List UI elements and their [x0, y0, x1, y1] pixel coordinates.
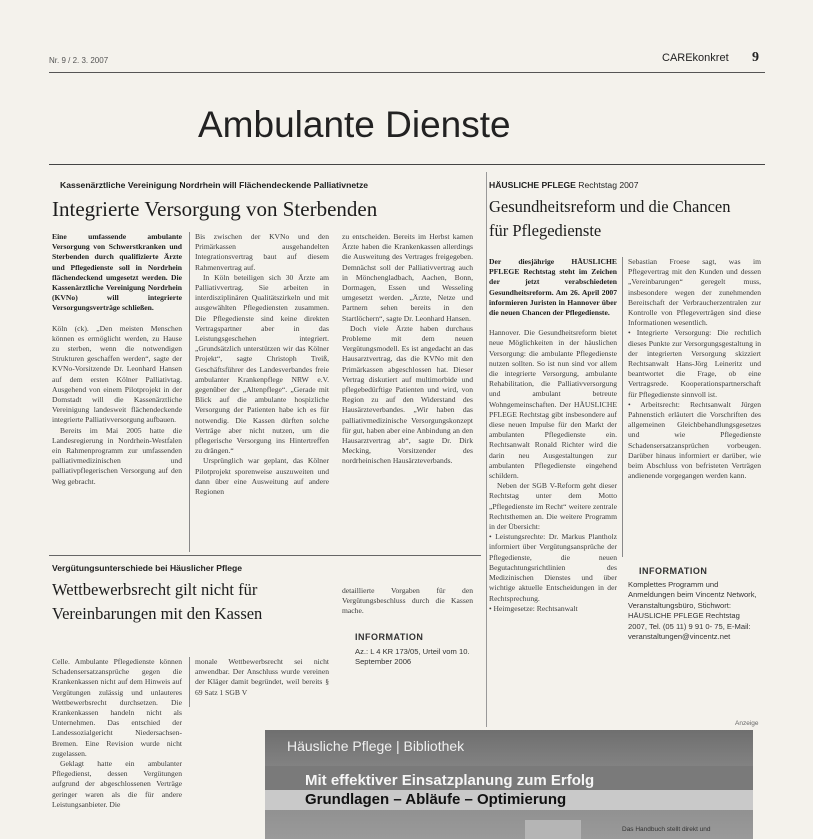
article2-kicker-brand: HÄUSLICHE PFLEGE [489, 180, 576, 190]
article-divider [486, 172, 487, 727]
article3-column-3 [342, 586, 473, 626]
section-title: Ambulante Dienste [198, 104, 511, 145]
article2-column-1 [489, 257, 617, 722]
book-cover-image [525, 820, 581, 839]
article1-paragraph: In Köln beteiligen sich 30 Ärzte am Palliativvertrag. Sie arbeiten in interdisziplinären Qualitätszirkeln und mit ausgewählten Pflegediensten zusammen. Die Pflegedienste sind keine direkten Vertragspartner aber in das Leistungsgeschehen integriert. „Grundsätzlich unterstützen wir das Kölner Projekt“, sagte Christoph Treiß, Geschäftsführer des Landesverbandes freie ambulanter Krankenpflege NRW e.V. gegenüber der „Altenpflege“. „Gerade mit Blick auf die ambulante hospizliche Versorgung der Patienten habe ich es für notwendig. Die Kassen dürften solche Verträge aber nicht nutzen, um die pflegerische Versorgung ins Hintertreffen zu drängen.“ [195, 272, 329, 456]
article2-list-item: • Leistungsrechte: Dr. Markus Plantholz informiert über Vergütungsansprüche der Pflegedienste, die neuen Begutachtungsrichtlinien des Medizinischen Dienstes und über wichtige aktuelle Entscheidungen in der Rechtsprechung. [489, 532, 617, 603]
ad-brand: Häusliche Pflege | Bibliothek [287, 738, 465, 754]
article3-paragraph: monale Wettbewerbsrecht sei nicht anwendbar. Der Anschluss wurde vereinen der Kläger damit begründet, weil bereits § 69 Satz 1 SGB V [195, 657, 329, 697]
article2-paragraph: Hannover. Die Gesundheitsreform bietet neue Möglichkeiten in der häuslichen Versorgung: die ambulante Pflegedienste nutzen sollten. So ist nun sind vor allem die integrierte Versorgung, ambulante Rehabilitation, die Palliativversorgung und ambulant betreute Wohngemeinschaften. Der HÄUSLICHE PFLEGE Rechtstag gibt insbesondere auf diese neuen Impulse für den Markt der ambulanten Pflegedienste ein. Rechtsanwalt Ronald Richter wird die darin neu Ausgestaltungen zur ambulanten Pflegedienste eingehend schildern. [489, 328, 617, 481]
article2-info-text: Komplettes Programm und Anmeldungen beim Vincentz Network, Veranstaltungsbüro, Stichwort: HÄUSLICHE PFLEGE Rechtstag 2007, Tel. (05 11) 9 91 0- 75, E-Mail: veranstaltungen@vincentz.net [628, 580, 757, 642]
article1-paragraph: Bis zwischen der KVNo und den Primärkassen ausgehandelten Integrationsvertrag baut auf diesem Rahmenvertrag auf. [195, 232, 329, 272]
article1-kicker: Kassenärztliche Vereinigung Nordrhein will Flächendeckende Palliativnetze [60, 180, 369, 190]
header-rule [49, 72, 765, 73]
article1-paragraph: Bereits im Mai 2005 hatte die Landesregierung in Nordrhein-Westfalen ein Rahmenprogramm zur umfassenden palliativmedizinischen und palliativpflegerischen Versorgung auf den Weg gebracht. [52, 425, 182, 486]
article2-info-heading: INFORMATION [639, 566, 708, 576]
book-advertisement[interactable] [265, 730, 753, 839]
article1-paragraph: Ursprünglich war geplant, das Kölner Pilotprojekt sporenweise auszuweiten und dann über eine Ausweitung auf andere Regionen [195, 456, 329, 497]
article2-column-2 [628, 257, 761, 557]
publication-name: CAREkonkret [662, 52, 729, 64]
article2-headline: Gesundheitsreform und die Chancen für Pflegedienste [489, 197, 731, 240]
article2-list-item: • Heimgesetze: Rechtsanwalt [489, 603, 578, 613]
ad-caption: Das Handbuch stellt direkt und [622, 826, 711, 833]
article3-column-2 [195, 657, 329, 717]
article2-paragraph: Neben der SGB V-Reform geht dieser Rechtstag unter dem Motto „Pflegedienste im Recht“ weitere zentrale Rechtsthemen an. Die weitere Programm in der Übersicht: [489, 481, 617, 532]
article3-paragraph: detaillierte Vorgaben für den Vergütungsbeschluss durch die Kassen mache. [342, 586, 473, 616]
ad-subtitle: Grundlagen – Abläufe – Optimierung [305, 791, 567, 808]
article3-paragraph: Geklagt hatte ein ambulanter Pflegedienst, dessen Vergütungen aufgrund der abgeschlossenen Verträge geringer waren als die für andere Leistungsanbieter. Die [52, 759, 182, 809]
article2-kicker [489, 180, 639, 190]
article3-rule [49, 555, 481, 556]
ad-label: Anzeige [735, 720, 759, 727]
article2-lead: Der diesjährige HÄUSLICHE PFLEGE Rechtstag steht im Zeichen der jetzt verabschiedeten Gesundheitsreform. Am 26. April 2007 informieren Juristen in Hannover über die neuen Chancen der Pflegedienste. [489, 257, 617, 318]
article3-info-heading: INFORMATION [355, 632, 424, 642]
article1-headline: Integrierte Versorgung von Sterbenden [52, 197, 378, 221]
article1-paragraph: Doch viele Ärzte haben durchaus Probleme mit dem neuen Vergütungsmodell. Es ist angedacht an das Hausarztvertrag, das die KVNo mit den Primärkassen abgeschlossen hat. Dieser Vertrag diskutiert auf multimorbide und pflegebedürftige Patienten und wird, von Region zu auf den Widerstand des Hausärzteverbandes. „Wir haben das palliativmedizinische Versorgungskonzept für gut, haben aber eine Anbindung an den Hausarztvertrag ab“, sagte Dr. Dirk Mecking, Vorsitzender des nordrheinischen Hausärzteverbands. [342, 323, 473, 466]
column-divider [622, 257, 623, 557]
article2-list-item: • Arbeitsrecht: Rechtsanwalt Jürgen Pahnenstich erläutert die Vorschriften des allgemeinen Gleichbehandlungsgesetzes und wie Pflegedienste Schadensersatzansprüchen vorbeugen. Darüber hinaus informiert er darüber, wie beim Abschluss von befristeten Verträgen andienende vorgegangen werden kann. [628, 399, 761, 481]
article2-paragraph: Sebastian Froese sagt, was im Pflegevertrag mit den Kunden und dessen „Vereinbarungen“ geregelt muss, insbesondere wegen der zunehmenden Bereitschaft der Verbraucherzentralen zur Kontrolle von Pflegeverträgen sind diese Informationen wesentlich. [628, 257, 761, 328]
article1-paragraph: zu entscheiden. Bereits im Herbst kamen Ärzte haben die Krankenkassen allerdings die Ausweitung des Vertrages freigegeben. Demnächst soll der Palliativvertrag auch in Mönchengladbach, Aachen, Bonn, Dormagen, Essen und Wesseling umgesetzt werden. „Ärzte, Netze und Partnern sehen bereits in den Startlöchern“, sagte Dr. Leonhard Hansen. [342, 232, 473, 323]
article2-kicker-topic: Rechtstag 2007 [578, 180, 639, 190]
article3-info-text: Az.: L 4 KR 173/05, Urteil vom 10. September 2006 [355, 647, 470, 667]
article3-kicker: Vergütungsunterschiede bei Häuslicher Pflege [52, 563, 243, 573]
column-divider [189, 232, 190, 552]
article3-headline: Wettbewerbsrecht gilt nicht für Vereinbarungen mit den Kassen [52, 580, 263, 623]
article2-list-item: • Integrierte Versorgung: Die rechtlich dieses Punkte zur Versorgungsgestaltung in der integrierten Versorgung skizziert Rechtsanwalt Hans-Jörg Leineritz und beantwortet die Frage, ob eine Vertragsrede. Kooperationspartnerschaft für Pflegedienste sinnvoll ist. [628, 328, 761, 399]
article1-lead: Eine umfassende ambulante Versorgung von Schwerstkranken und Sterbenden durch qualifizierte Ärzte und Pflegedienste soll in Nordrhein flächendeckend umgesetzt werden. Die Kassenärztliche Vereinigung Nordrhein (KVNo) will integrierte Versorgungsverträge schließen. [52, 232, 182, 313]
ad-title: Mit effektiver Einsatzplanung zum Erfolg [305, 772, 595, 789]
issue-date: Nr. 9 / 2. 3. 2007 [49, 56, 109, 65]
article3-paragraph: Celle. Ambulante Pflegedienste können Schadensersatzansprüche gegen die Krankenkassen nicht auf dem Hinweis auf Vergütungen zulässig und unlauteres Wettbewerbsrecht durchsetzen. Die Krankenkassen handeln nicht als Unternehmen. Das entschied der Landessozialgericht Niedersachsen-Bremen. Eine Revision wurde nicht zugelassen. [52, 657, 182, 758]
article1-column-1 [52, 232, 182, 552]
page-number: 9 [752, 50, 759, 65]
section-rule [49, 164, 765, 165]
article1-column-3 [342, 232, 473, 552]
article3-column-1 [52, 657, 182, 839]
article1-paragraph: Köln (ck). „Den meisten Menschen können es ermöglicht werden, zu Hause zu sterben, wenn die notwendigen Strukturen geschaffen werden“, sagte der KVNo-Vorsitzende Dr. Leonhard Hansen auf dem ersten Kölner Palliativtag. Ausgehend von einem Pilotprojekt in der Domstadt will die Kassenärztliche Vereinigung landesweit flächendeckende integrierte Palliativversorgung aufbauen. [52, 323, 182, 425]
article1-column-2 [195, 232, 329, 552]
column-divider [189, 657, 190, 707]
